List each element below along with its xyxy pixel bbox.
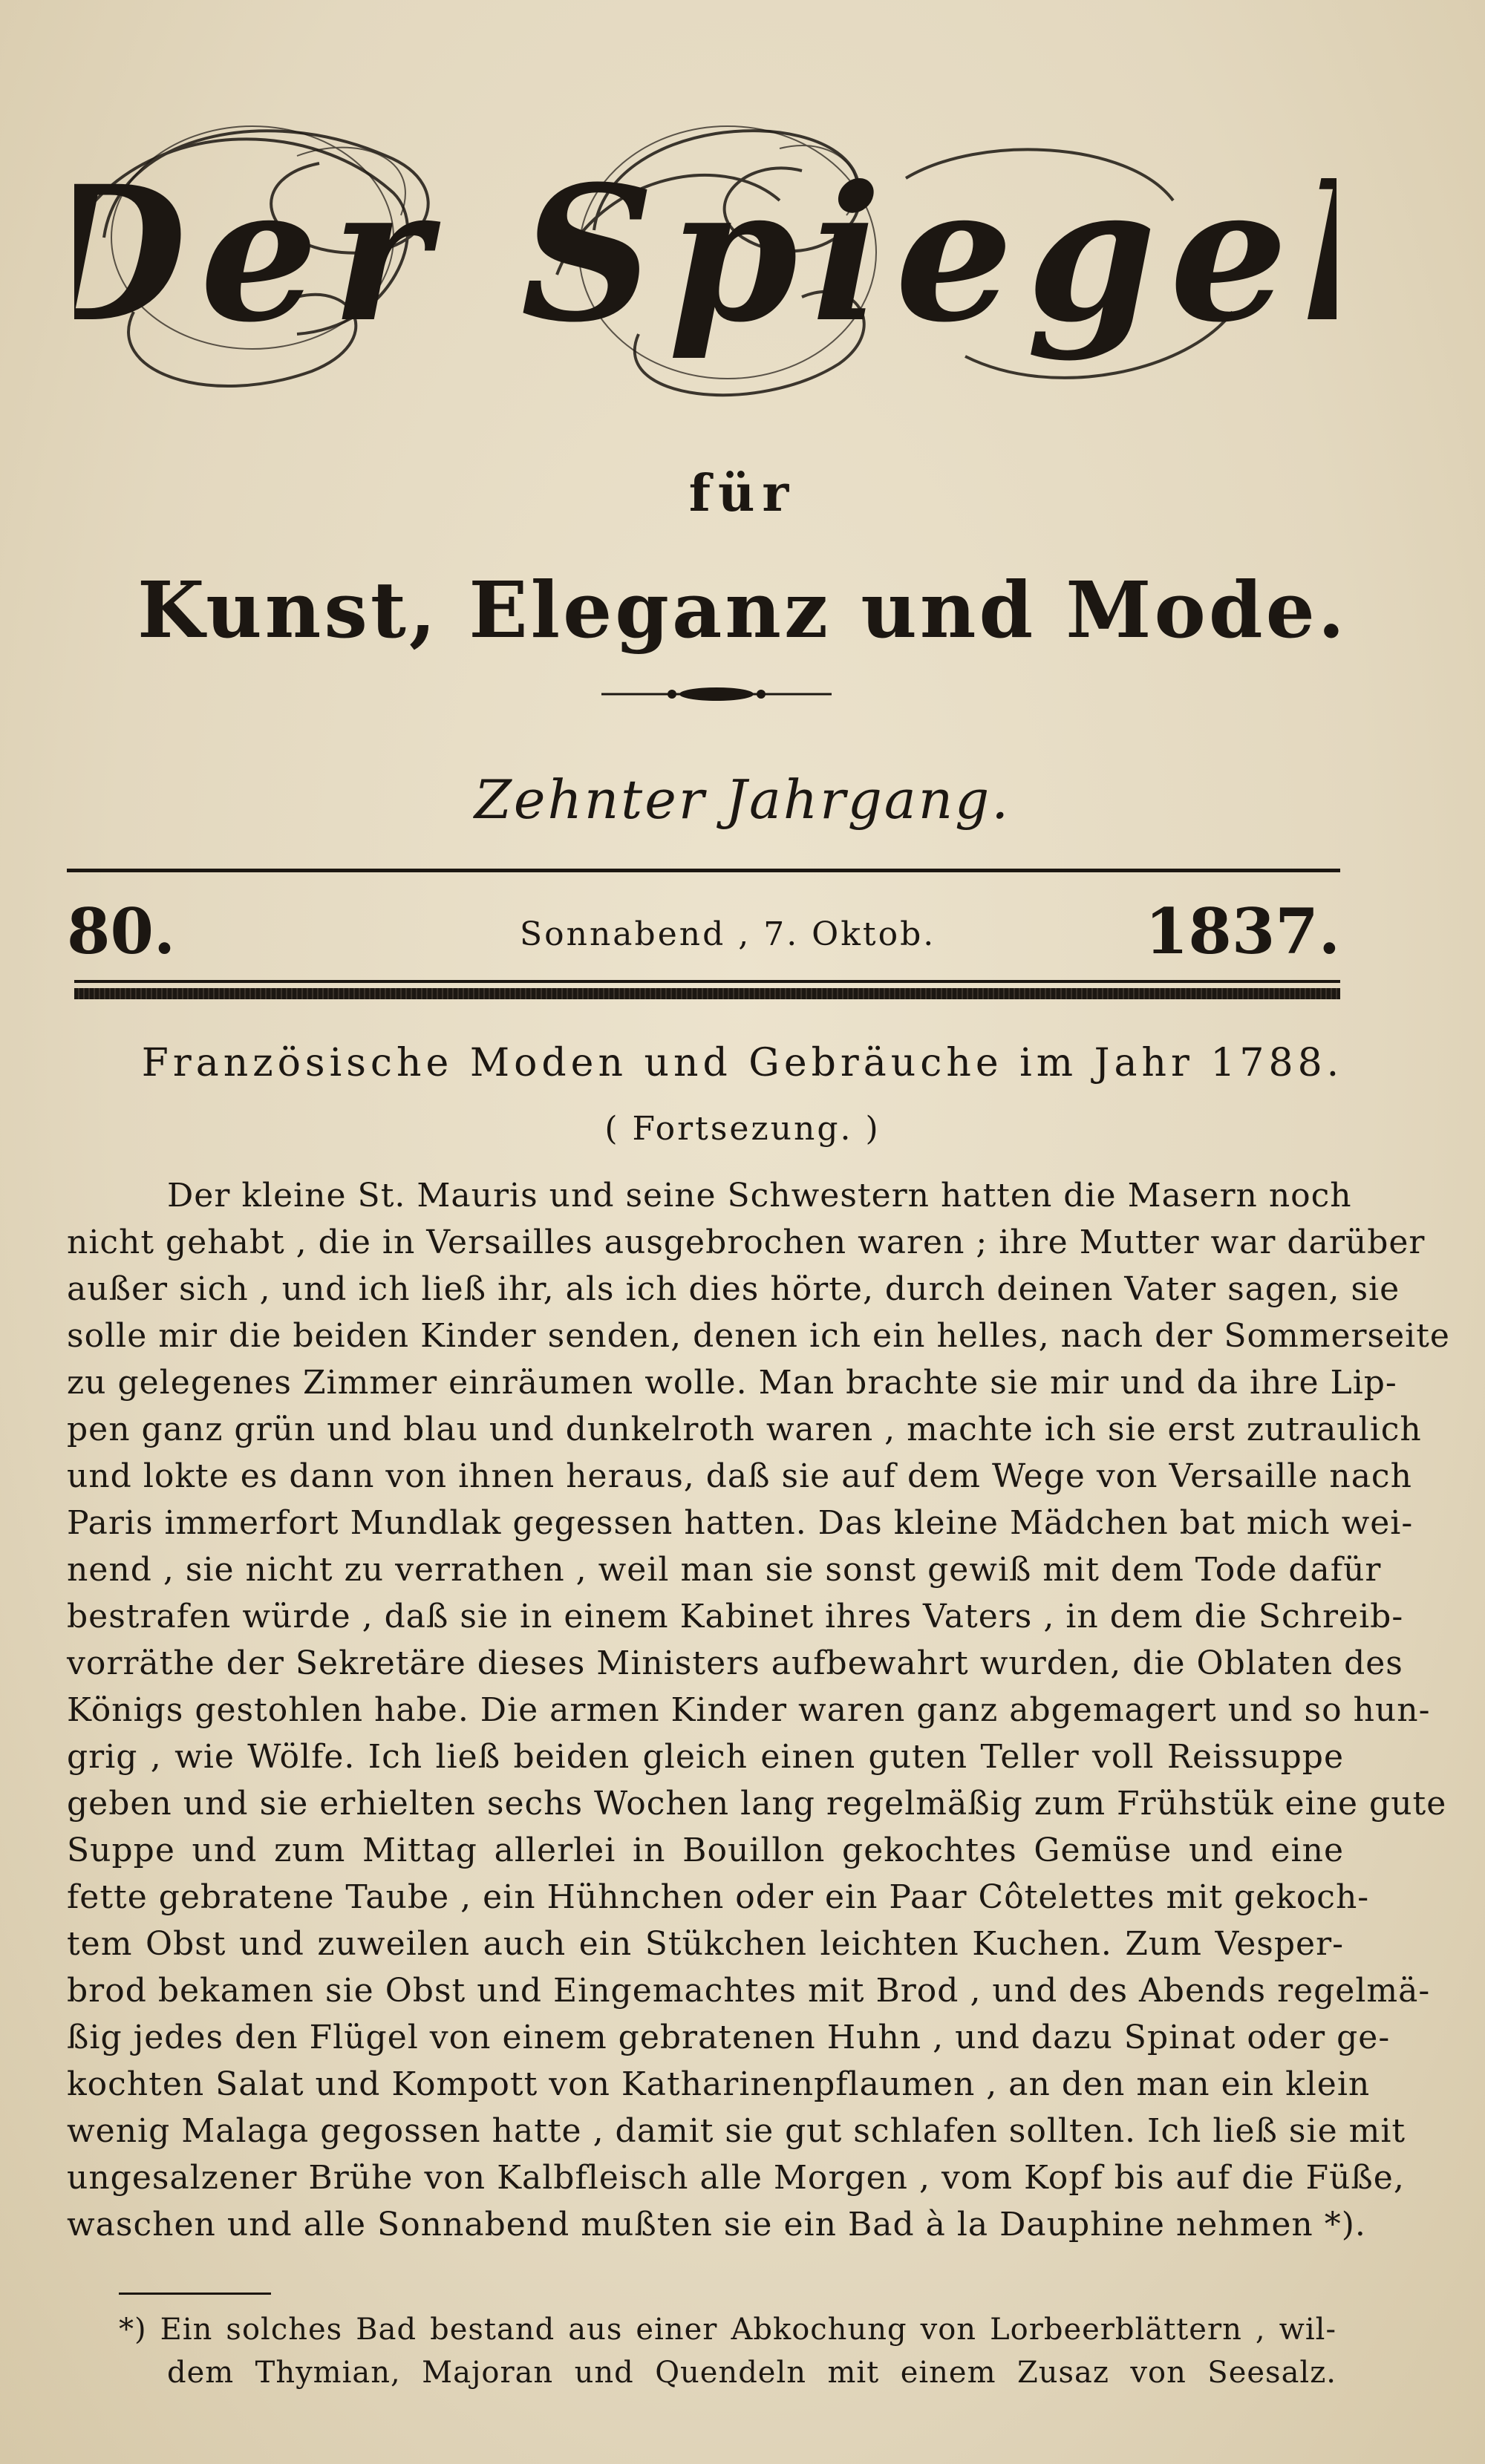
body-line: grig , wie Wölfe. Ich ließ beiden gleich einen guten Teller voll Reissuppe — [67, 1738, 1344, 1776]
body-line: außer sich , und ich ließ ihr, als ich dies hörte, durch deinen Vater sagen, sie — [67, 1270, 1400, 1308]
body-line: nend , sie nicht zu verrathen , weil man sie sonst gewiß mit dem Tode dafür — [67, 1551, 1382, 1589]
footnote-line: dem Thymian, Majoran und Quendeln mit einem Zusaz von Seesalz. — [167, 2356, 1336, 2390]
masthead-calligraphy — [74, 89, 1336, 416]
body-line: und lokte es dann von ihnen heraus, daß sie auf dem Wege von Versaille nach — [67, 1457, 1412, 1495]
body-line: geben und sie erhielten sechs Wochen lang regelmäßig zum Frühstük eine gute — [67, 1785, 1447, 1823]
body-line: zu gelegenes Zimmer einräumen wolle. Man brachte sie mir und da ihre Lip- — [67, 1364, 1397, 1402]
body-line: Suppe und zum Mittag allerlei in Bouillon gekochtes Gemüse und eine — [67, 1831, 1344, 1869]
ornament-divider — [601, 679, 832, 709]
continued-note: ( Fortsezung. ) — [604, 1110, 881, 1148]
footnote-rule — [119, 2293, 271, 2295]
body-line: nicht gehabt , die in Versailles ausgebrochen waren ; ihre Mutter war darüber — [67, 1223, 1426, 1261]
article-title: Französische Moden und Gebräuche im Jahr 1788. — [141, 1041, 1344, 1085]
issue-number: 80. — [67, 895, 176, 968]
body-line: kochten Salat und Kompott von Katharinenpflaumen , an den man ein klein — [67, 2065, 1371, 2103]
body-line: pen ganz grün und blau und dunkelroth waren , machte ich sie erst zutraulich — [67, 1411, 1422, 1448]
body-line: ßig jedes den Flügel von einem gebratenen Huhn , und dazu Spinat oder ge- — [67, 2019, 1391, 2056]
footnote-line: *) Ein solches Bad bestand aus einer Abkochung von Lorbeerblättern , wil- — [119, 2313, 1336, 2347]
masthead-subtitle: Kunst, Eleganz und Mode. — [137, 564, 1348, 656]
volume-label: Zehnter Jahrgang. — [474, 768, 1011, 831]
body-line: wenig Malaga gegossen hatte , damit sie gut schlafen sollten. Ich ließ sie mit — [67, 2112, 1406, 2150]
body-line: Der kleine St. Mauris und seine Schwestern hatten die Masern noch — [167, 1177, 1352, 1215]
masthead-title-text: Der Spiegel — [74, 145, 1336, 363]
issue-year: 1837. — [1144, 895, 1340, 968]
masthead-fuer: für — [688, 464, 797, 523]
header-rule-thick — [74, 988, 1340, 999]
body-line: Paris immerfort Mundlak gegessen hatten. Das kleine Mädchen bat mich wei- — [67, 1504, 1414, 1542]
header-rule-bottom — [74, 980, 1340, 983]
body-line: bestrafen würde , daß sie in einem Kabinet ihres Vaters , in dem die Schreib- — [67, 1598, 1404, 1635]
body-line: waschen und alle Sonnabend mußten sie ein Bad à la Dauphine nehmen *). — [67, 2206, 1366, 2244]
body-line: Königs gestohlen habe. Die armen Kinder waren ganz abgemagert und so hun- — [67, 1691, 1431, 1729]
body-line: solle mir die beiden Kinder senden, denen ich ein helles, nach der Sommerseite — [67, 1317, 1450, 1355]
body-line: vorräthe der Sekretäre dieses Ministers aufbewahrt wurden, die Oblaten des — [67, 1644, 1403, 1682]
body-line: fette gebratene Taube , ein Hühnchen oder ein Paar Côtelettes mit gekoch- — [67, 1878, 1370, 1916]
issue-bar — [67, 895, 1340, 976]
body-line: ungesalzener Brühe von Kalbfleisch alle Morgen , vom Kopf bis auf die Füße, — [67, 2159, 1405, 2197]
issue-date: Sonnabend , 7. Oktob. — [520, 915, 936, 953]
body-line: tem Obst und zuweilen auch ein Stükchen leichten Kuchen. Zum Vesper- — [67, 1925, 1344, 1963]
header-rule-top — [67, 869, 1340, 872]
masthead-title — [74, 89, 1336, 416]
body-line: brod bekamen sie Obst und Eingemachtes mit Brod , und des Abends regelmä- — [67, 1972, 1431, 2010]
